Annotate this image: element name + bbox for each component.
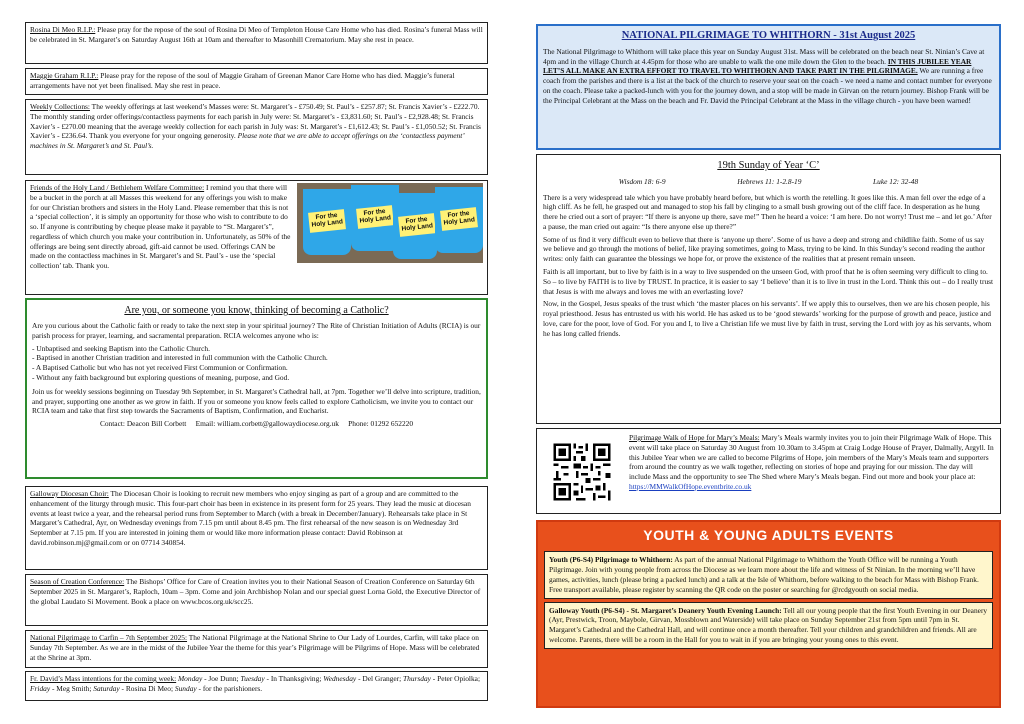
maggie-notice (25, 68, 488, 95)
carfin-text: The National Pilgrimage at the National Shrine to Our Lady of Lourdes, Carfin, will take place on Sunday 7th September. As we are in the midst of the Jubilee Year the theme for this year’s Pilgrimage will be Pilgrims of Hope. Mass will be celebrated at the Shrine at 3pm. (30, 633, 480, 662)
carfin-pilgrimage (25, 630, 488, 668)
catholic-list (32, 344, 481, 383)
intention-text: - Peter Opiolka; (430, 674, 481, 683)
intention-text: - In Thanksgiving; (264, 674, 324, 683)
whithorn-pilgrimage (536, 24, 1001, 150)
day-wednesday: Wednesday (323, 674, 357, 683)
reading-2: Hebrews 11: 1-2.8-19 (737, 176, 802, 186)
youth-events-panel (536, 520, 1001, 708)
bucket-2 (351, 185, 399, 251)
marys-meals-link[interactable]: https://MMWalkOfHope.eventbrite.co.uk (629, 481, 752, 491)
bucket-4 (435, 187, 483, 253)
rosina-text: Please pray for the repose of the soul of Rosina Di Meo of Templeton House Care Home who has died. Rosina’s funeral Mass will be celebrated in St. Margaret’s on Saturday August 16th at 10am and thereafter to Masonhill Crematorium. May she rest in peace. (30, 25, 483, 44)
weekly-note: Please note that we are able to accept offerings on the ‘contactless payment’ machines in St. Margaret’s and St. Paul’s. (30, 131, 464, 151)
rosina-notice (25, 22, 488, 64)
weekly-title: Weekly Collections: (30, 102, 90, 111)
carfin-title: National Pilgrimage to Carfin – 7th September 2025: (30, 633, 188, 642)
bucket-label: For the Holy Land (440, 207, 478, 231)
marys-meals-body (629, 433, 996, 492)
qr-code-icon (551, 441, 613, 503)
marys-text: Mary’s Meals warmly invites you to join their Pilgrimage Walk of Hope. This event will take place on Saturday 30 August from 10.30am to 3.45pm at Craig Lodge House of Prayer, Dalmally, Argyll. In this Jubilee Year when we are called to become Pilgrims of Hope, join members of the Mary’s Meals team and supporters from around the country as we walk together, reflecting on stories of hope and praying for our mission. The day will include Mass and the opportunity to see The Shed where Mary’s Meals began. Find out more and book your place at: (629, 433, 994, 482)
reading-3: Luke 12: 32-48 (873, 176, 919, 186)
sunday-reflection (536, 154, 1001, 424)
day-thursday: Thursday (403, 674, 431, 683)
becoming-catholic-box (25, 298, 488, 479)
day-sunday: Sunday (174, 683, 197, 693)
reflection-paragraph: Now, in the Gospel, Jesus speaks of the trust which ‘the master places on his servants’. If we apply this to ourselves, then we are his chosen people, his royal priesthood. Jesus has entrusted us with his world. He has asked us to be ‘good stewards’ working for the purpose of growth and peace, justice and love, care for the poor, love of God. For you and I, to live a Christian life we must live by faith in trust, serving the Lord with joy as his servants, whom he has long called friends. (543, 299, 992, 338)
intention-text: - Del Granger; (356, 674, 404, 683)
catholic-contact: Contact: Deacon Bill Corbett Email: william.corbett@gallowaydiocese.org.uk Phone: 01292 652220 (99, 419, 414, 429)
buckets-photo (297, 183, 483, 263)
season-of-creation (25, 574, 488, 626)
holyland-text: I remind you that there will be a bucket in the porch at all Masses this weekend for any offerings you wish to make for our Christian brothers and sisters in the Holy Land. Please remember that this is not a ‘special collection’, it is simply an opportunity for those who wish to contribute to do so. If anyone is contributing by cheque please make it payable to “St. Margaret’s”, regardless of which church you make your contribution in. Unfortunately, as 50% of the offerings are being sent directly abroad, gift-aid cannot be used. Offerings CAN be made on the contactless machines in St. Margaret’s and St. Paul’s - use the ‘special collection’ tab. Thank you. (30, 183, 291, 271)
creation-title: Season of Creation Conference: (30, 577, 125, 586)
bucket-label: For the Holy Land (356, 205, 394, 229)
choir-text: The Diocesan Choir is looking to recruit new members who enjoy singing as part of a group and are committed to the enhancement of the liturgy through music. This four-part choir has been in existence in its present form for 25 years. They lead the music at diocesan events at least twice a year, and the rehearsal period runs from September to March (with a break in December/January). Rehearsals take place in St Margaret’s Cathedral, Ayr, on Wednesday evenings from 7.15 pm until about 8.45 pm. The first rehearsal of the new season is on Wednesday 3rd September at 7.15 pm. If you are interested in joining them or would like more information please contact: David Robinson at david.robinson.mj@gmail.com or on 07714 340854. (30, 489, 471, 547)
catholic-intro: Are you curious about the Catholic faith or ready to take the next step in your spiritual journey? The Rite of Christian Initiation of Adults (RCIA) is our parish process for prayer, learning, and sacramental preparation. RCIA welcomes anyone who is: (32, 321, 481, 340)
youth-1-title: Youth (P6-S4) Pilgrimage to Whithorn: (549, 555, 673, 565)
intentions-title: Fr. David’s Mass intentions for the coming week: (30, 674, 177, 683)
intention-text: - Meg Smith; (50, 683, 94, 693)
day-saturday: Saturday (93, 683, 120, 693)
bucket-label: For the Holy Land (398, 213, 436, 237)
youth-2-text: Tell all our young people that the first Youth Evening in our Deanery (Ayr, Prestwick, Troon, Maybole, Girvan, Mossblown and Waterside) will take place on Sunday September 21st from 5pm until 7pm in St. Margaret’s Cathedral and the Cathedral Hall, and will continue once a month thereafter. Tell your children and grandchildren and friends. All are welcome. Parents, there will be a room in the Hall for you to wait in if you are bringing your young ones to this event. (549, 605, 988, 644)
day-tuesday: Tuesday (240, 674, 265, 683)
right-page (512, 0, 1024, 724)
reading-1: Wisdom 18: 6-9 (618, 176, 666, 186)
youth-whithorn-item (544, 551, 993, 598)
marys-title: Pilgrimage Walk of Hope for Mary’s Meals: (629, 433, 760, 442)
catholic-item: - Without any faith background but exploring questions of meaning, purpose, and God. (32, 373, 290, 383)
whithorn-text-2: We are running a free coach from the parishes and there is a list at the back of the church to reserve your seat on the coach - we need a name and contact number for everyone on the coach. Please take a packed-lunch with you for the journey down, and a stop will be made in Girvan on the return journey. Bishop Frank will be the Principal Celebrant at the Mass on the beach and Fr. David the Principal Celebrant at the Mass in the village church - you have been warned! (543, 66, 992, 105)
catholic-item: - Unbaptised and seeking Baptism into the Catholic Church. (32, 343, 210, 353)
maggie-title: Maggie Graham R.I.P.: (30, 71, 99, 80)
bucket-1 (303, 189, 351, 255)
reflection-paragraph: Faith is all important, but to live by faith is in a way to live suspended on the unseen God, with proof that he is often seeming very difficult to cling to. So – to live by FAITH is to live by TRUST. In practice, it is easier to say ‘I believe’ than it is to live in trust in the Lord. Think this out – do I really trust that Jesus is with me always and loves me with an everlasting love? (543, 266, 994, 296)
catholic-item: - A Baptised Catholic but who has not yet received First Communion or Confirmation. (32, 363, 288, 373)
day-friday: Friday (30, 683, 51, 693)
whithorn-text-1: The National Pilgrimage to Whithorn will take place this year on Sunday August 31st. Mass will be celebrated on the beach near St. Ninian’s Cave at 4pm and in the village Church at 4.45pm for those who are unable to walk the one mile down the Glen to the beach. (543, 46, 985, 66)
youth-evening-item (544, 602, 993, 649)
mass-intentions (25, 671, 488, 701)
youth-2-title: Galloway Youth (P6-S4) - St. Margaret’s Deanery Youth Evening Launch: (549, 605, 782, 615)
maggie-text: Please pray for the repose of the soul of Maggie Graham of Greenan Manor Care Home who has died. Maggie’s funeral arrangements have not yet been finalised. May she rest in peace. (30, 71, 455, 90)
sunday-title: 19th Sunday of Year ‘C’ (717, 160, 820, 171)
choir-title: Galloway Diocesan Choir: (30, 489, 109, 498)
catholic-item: - Baptised in another Christian tradition and interested in full communion with the Catholic Church. (32, 353, 328, 363)
weekly-collections (25, 99, 488, 175)
bucket-3 (393, 193, 437, 259)
reflection-paragraph: There is a very widespread tale which you have probably heard before, but which is worth the retelling. It goes like this. A man fell over the edge of a high cliff. As he fell, he grasped out and managed to stop his fall by clinging to a small bush growing out of the cliff face. In desperation as he hung there he cried out a sort of prayer: “If there is anyone up there, save me!” Then he heard a voice: ‘I am here. Do not worry! Trust me – and let go.’ After a pause, the man cried out again: “Is there anyone else up there?” (543, 192, 992, 231)
readings-row (583, 177, 954, 187)
holyland-title: Friends of the Holy Land / Bethlehem Welfare Committee: (30, 183, 205, 192)
diocesan-choir (25, 486, 488, 570)
holy-land-notice (25, 180, 488, 295)
weekly-text: The weekly offerings at last weekend’s Masses were: St. Margaret’s - £750.49; St. Paul’s - £257.87; St. Francis Xavier’s - £222.70. The monthly standing order offerings/contactless payments for each parish in July were: St. Margaret’s - £3,831.60; St. Paul’s - £2,928.48; St. Francis Xavier’s - £270.00 meaning that the average weekly collection for each parish in July was: St. Margaret’s - £1,612.43; St. Paul’s - £1,050.52; St. Francis Xavier’s - £236.64. Thank you everyone for your ongoing generosity. (30, 102, 481, 141)
intention-text: - Joe Dunn; (202, 674, 241, 683)
whithorn-title: NATIONAL PILGRIMAGE TO WHITHORN - 31st August 2025 (621, 30, 916, 41)
catholic-title: Are you, or someone you know, thinking of becoming a Catholic? (124, 305, 389, 316)
intention-text: - for the parishioners. (196, 683, 263, 693)
intention-text: - Rosina Di Meo; (119, 683, 175, 693)
day-monday: Monday (178, 674, 203, 683)
catholic-join: Join us for weekly sessions beginning on Tuesday 9th September, in St. Margaret’s Cathedral hall, at 7pm. Together we’ll delve into scripture, tradition, and prayer, supporting one another as we grow in faith. If you or someone you know feels called to explore Catholicism, we invite you to contact our RCIA team and take that first step towards the Sacraments of Baptism, Confirmation, and Eucharist. (32, 386, 481, 416)
youth-1-text: As part of the annual National Pilgrimage to Whithorn the Youth Office will be running a Youth Pilgrimage. Join with young people from across the Diocese as we learn more about the life and witness of St Ninian. In the morning we’ll have games, activities, lunch (please bring a packed lunch) and a talk at the Isle of Whithorn, before walking to the beach for Mass with Bishop Frank. Free transport available, please register by scanning the QR code on the poster or searching for @rcdgyouth on social media. (549, 555, 979, 594)
creation-text: The Bishops’ Office for Care of Creation invites you to their National Season of Creation Conference on Saturday 6th September 2025 in St. Margaret’s, Raploch, 10am – 3pm. Come and join Archbishop Nolan and our special guest Lorna Gold, the Executive Director of the global Laudato Si Movement. Book a place on www.bcos.org.uk/scc25. (30, 577, 481, 606)
whithorn-emphasis: IN THIS JUBILEE YEAR LET’S ALL MAKE AN EXTRA EFFORT TO TRAVEL TO WHITHORN AND TAKE PART IN THE PILGRIMAGE. (543, 56, 972, 76)
reflection-paragraph: Some of us find it very difficult even to believe that there is ‘anyone up there’. Some of us have a deep and strong and childlike faith. Some of us say we believe and go through the motions of belief, like praying sometimes, going to Mass, trying to be kind. In this Sunday’s second reading the author writes: only faith can guarantee the blessings we hope for, or prove the existence of the realities that at present remain unseen. (543, 234, 985, 264)
bucket-label: For the Holy Land (308, 209, 346, 233)
youth-events-title: YOUTH & YOUNG ADULTS EVENTS (538, 522, 999, 548)
rosina-title: Rosina Di Meo R.I.P.: (30, 25, 96, 34)
marys-meals-notice (536, 428, 1001, 514)
